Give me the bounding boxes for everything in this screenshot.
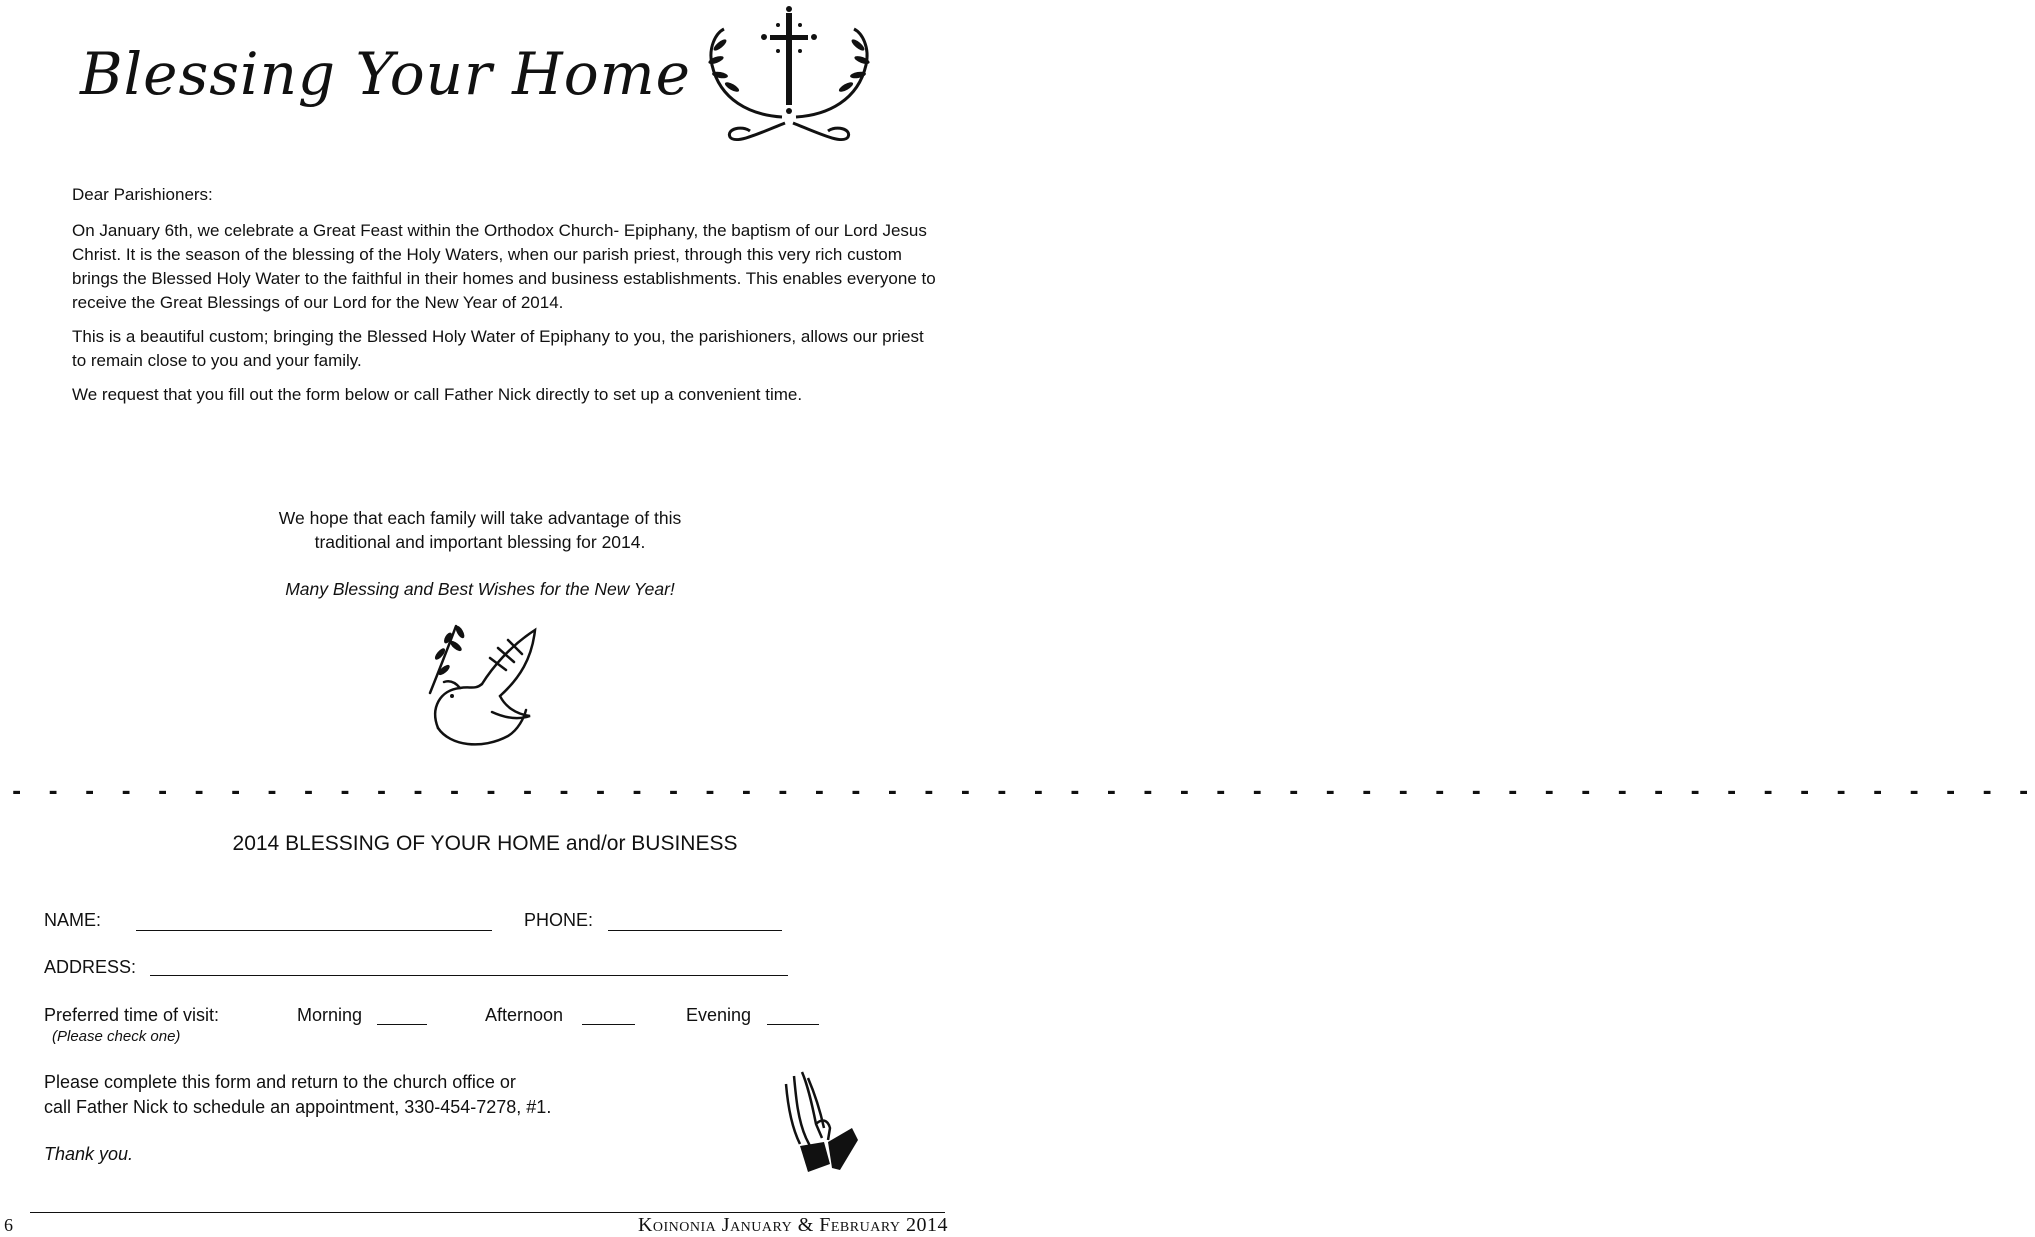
thanks-text: Thank you.: [44, 1144, 134, 1164]
phone-field[interactable]: [608, 930, 782, 931]
option-morning-check[interactable]: [377, 1024, 427, 1025]
address-label: ADDRESS:: [44, 957, 137, 977]
publication-footer: Koinonia January & February 2014: [637, 1214, 948, 1236]
option-afternoon-label: Afternoon: [485, 1005, 564, 1025]
option-evening-check[interactable]: [767, 1024, 819, 1025]
paragraph-2: This is a beautiful custom; bringing the Blessed Holy Water of Epiphany to you, the parishioners, allows our priest to remain close to you and your family.: [72, 327, 924, 370]
closing-line-2: traditional and important blessing for 2014.: [314, 532, 646, 552]
salutation: Dear Parishioners:: [72, 185, 213, 204]
time-label: Preferred time of visit:: [44, 1005, 220, 1025]
footer-rule: [30, 1212, 945, 1213]
paragraph-3: We request that you fill out the form below or call Father Nick directly to set up a convenient time.: [72, 385, 803, 404]
cross-ornament-icon: [690, 5, 890, 155]
time-note: (Please check one): [52, 1028, 181, 1045]
name-field[interactable]: [136, 930, 492, 931]
page-title: Blessing Your Home: [80, 40, 691, 108]
instructions-line-2: call Father Nick to schedule an appointment, 330-454-7278, #1.: [44, 1097, 552, 1117]
closing-line-1: We hope that each family will take advantage of this: [278, 508, 682, 528]
address-field[interactable]: [150, 975, 788, 976]
instructions-line-1: Please complete this form and return to the church office or: [44, 1072, 516, 1092]
option-evening-label: Evening: [686, 1005, 752, 1025]
dove-icon: [420, 618, 540, 753]
cut-line: - - - - - - - - - - - - - - - - - - - - - - - - - - - - - - - - - - - - - - - - - - - - - - - - - - - - - - - -: [10, 780, 2035, 805]
page-number: 6: [4, 1215, 13, 1235]
name-label: NAME:: [44, 910, 102, 930]
praying-hands-icon: [782, 1068, 862, 1178]
closing-wishes: Many Blessing and Best Wishes for the New Year!: [285, 579, 675, 599]
phone-label: PHONE:: [524, 910, 594, 930]
form-title: 2014 BLESSING OF YOUR HOME and/or BUSINESS: [232, 832, 738, 855]
option-afternoon-check[interactable]: [582, 1024, 635, 1025]
option-morning-label: Morning: [297, 1005, 363, 1025]
paragraph-1: On January 6th, we celebrate a Great Feast within the Orthodox Church- Epiphany, the baptism of our Lord Jesus Christ. It is the season of the blessing of the Holy Waters, when our parish priest, through this very rich custom brings the Blessed Holy Water to the faithful in their homes and business establishments. This enables everyone to receive the Great Blessings of our Lord for the New Year of 2014.: [72, 221, 936, 312]
letter-body: [72, 183, 942, 407]
